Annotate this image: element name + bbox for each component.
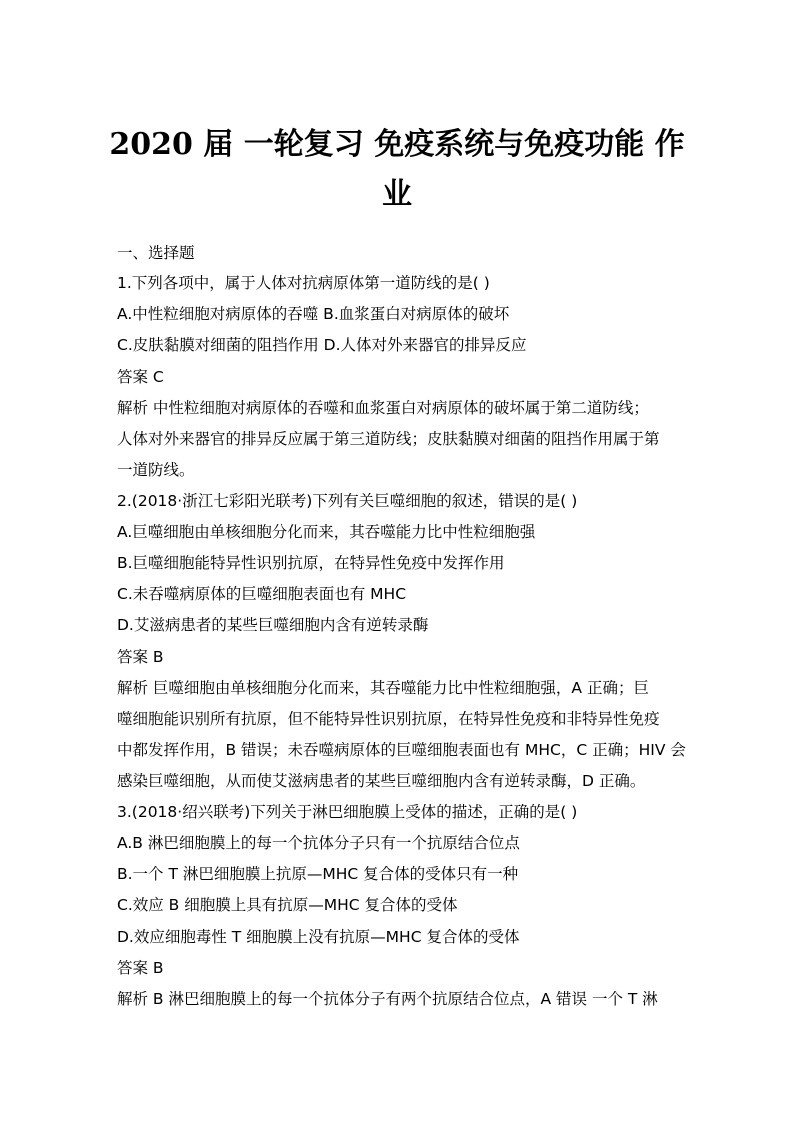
section-heading: 一、选择题 — [117, 244, 195, 262]
question-1-answer: 答案 C — [117, 368, 164, 386]
question-1: 1.下列各项中，属于人体对抗病原体第一道防线的是( ) — [117, 274, 490, 292]
question-3-option-a: A.B 淋巴细胞膜上的每一个抗体分子只有一个抗原结合位点 — [117, 834, 520, 852]
document-title-continued: 业 — [382, 177, 412, 212]
question-3-answer: 答案 B — [117, 959, 164, 977]
question-2-option-d: D.艾滋病患者的某些巨噬细胞内含有逆转录酶 — [117, 616, 429, 634]
question-3-option-d: D.效应细胞毒性 T 细胞膜上没有抗原—MHC 复合体的受体 — [117, 928, 520, 946]
question-2-explanation-line: 中都发挥作用，B 错误；未吞噬病原体的巨噬细胞表面也有 MHC，C 正确；HIV 会 — [117, 741, 686, 759]
question-3-explanation-line: 解析 B 淋巴细胞膜上的每一个抗体分子有两个抗原结合位点，A 错误 一个 T 淋 — [117, 990, 658, 1008]
question-2-explanation-line: 噬细胞能识别所有抗原，但不能特异性识别抗原，在特异性免疫和非特异性免疫 — [117, 710, 660, 728]
question-1-explanation-line: 人体对外来器官的排异反应属于第三道防线；皮肤黏膜对细菌的阻挡作用属于第 — [117, 430, 660, 448]
question-2-explanation-line: 感染巨噬细胞，从而使艾滋病患者的某些巨噬细胞内含有逆转录酶，D 正确。 — [117, 772, 646, 790]
question-3-option-b: B.一个 T 淋巴细胞膜上抗原—MHC 复合体的受体只有一种 — [117, 865, 519, 883]
document-title: 2020 届 一轮复习 免疫系统与免疫功能 作 — [109, 127, 685, 162]
question-1-options-ab: A.中性粒细胞对病原体的吞噬 B.血浆蛋白对病原体的破坏 — [117, 305, 510, 323]
question-2-explanation-line: 解析 巨噬细胞由单核细胞分化而来，其吞噬能力比中性粒细胞强，A 正确；巨 — [117, 679, 649, 697]
question-1-options-cd: C.皮肤黏膜对细菌的阻挡作用 D.人体对外来器官的排异反应 — [117, 336, 527, 354]
question-1-explanation-line: 一道防线。 — [117, 461, 195, 479]
question-2-answer: 答案 B — [117, 648, 164, 666]
question-2-option-a: A.巨噬细胞由单核细胞分化而来，其吞噬能力比中性粒细胞强 — [117, 523, 536, 541]
question-2: 2.(2018·浙江七彩阳光联考)下列有关巨噬细胞的叙述，错误的是( ) — [117, 492, 578, 510]
question-3: 3.(2018·绍兴联考)下列关于淋巴细胞膜上受体的描述，正确的是( ) — [117, 803, 578, 821]
question-2-option-b: B.巨噬细胞能特异性识别抗原，在特异性免疫中发挥作用 — [117, 554, 505, 572]
question-3-option-c: C.效应 B 细胞膜上具有抗原—MHC 复合体的受体 — [117, 896, 458, 914]
question-2-option-c: C.未吞噬病原体的巨噬细胞表面也有 MHC — [117, 585, 407, 603]
question-1-explanation-line: 解析 中性粒细胞对病原体的吞噬和血浆蛋白对病原体的破坏属于第二道防线； — [117, 399, 649, 417]
